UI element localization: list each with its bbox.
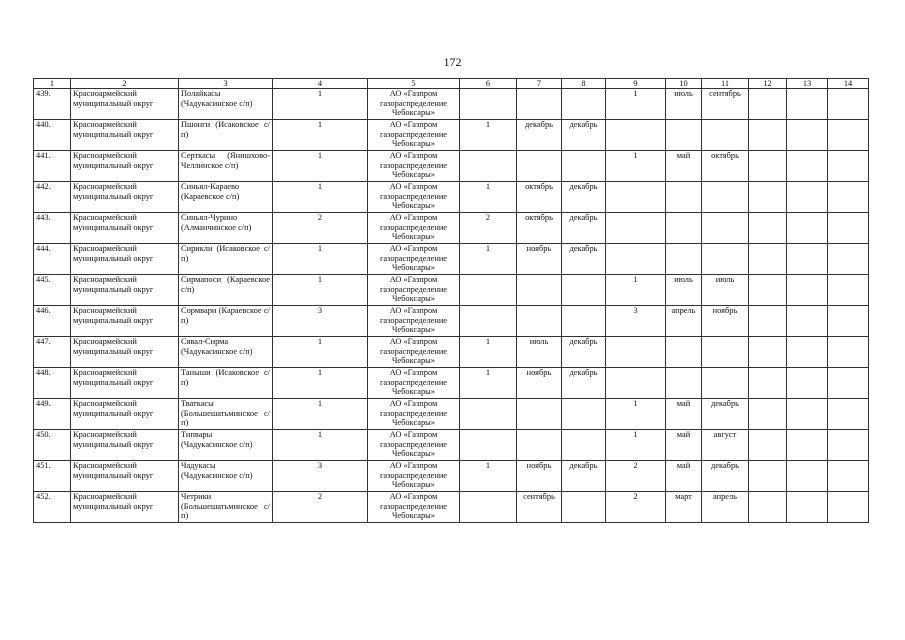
organization-cell: АО «Газпром газораспределение Чебоксары» xyxy=(368,182,460,213)
col10-cell xyxy=(666,213,702,244)
row-number: 441. xyxy=(34,151,71,182)
col9-cell: 2 xyxy=(606,492,666,523)
district-cell: Красноармейский муниципальный округ xyxy=(71,89,179,120)
row-number: 450. xyxy=(34,430,71,461)
col7-cell: ноябрь xyxy=(517,368,562,399)
col7-cell xyxy=(517,399,562,430)
col10-cell: март xyxy=(666,492,702,523)
col13-cell xyxy=(787,275,828,306)
table-row xyxy=(34,244,869,275)
col11-cell xyxy=(702,244,749,275)
organization-cell: АО «Газпром газораспределение Чебоксары» xyxy=(368,244,460,275)
col8-cell xyxy=(562,151,606,182)
row-number: 446. xyxy=(34,306,71,337)
table-row xyxy=(34,461,869,492)
col7-cell: ноябрь xyxy=(517,461,562,492)
table-row xyxy=(34,120,869,151)
col9-cell xyxy=(606,337,666,368)
col8-cell xyxy=(562,399,606,430)
col6-cell xyxy=(460,430,517,461)
table-row xyxy=(34,306,869,337)
col8-cell xyxy=(562,430,606,461)
col12-cell xyxy=(749,213,787,244)
col8-cell: декабрь xyxy=(562,461,606,492)
district-cell: Красноармейский муниципальный округ xyxy=(71,461,179,492)
col6-cell: 1 xyxy=(460,461,517,492)
col7-cell: октябрь xyxy=(517,182,562,213)
table-row xyxy=(34,89,869,120)
col13-cell xyxy=(787,182,828,213)
col10-cell: май xyxy=(666,399,702,430)
col9-cell: 1 xyxy=(606,275,666,306)
col10-cell: апрель xyxy=(666,306,702,337)
col10-cell xyxy=(666,337,702,368)
col8-cell xyxy=(562,89,606,120)
count-cell: 3 xyxy=(273,306,368,337)
col10-cell: июль xyxy=(666,275,702,306)
col9-cell xyxy=(606,244,666,275)
column-header-6: 6 xyxy=(460,79,517,89)
col9-cell: 1 xyxy=(606,399,666,430)
col14-cell xyxy=(828,182,869,213)
locality-cell: Сявал-Сирма (Чадукасинское с/п) xyxy=(179,337,273,368)
col13-cell xyxy=(787,151,828,182)
count-cell: 2 xyxy=(273,492,368,523)
table-body xyxy=(34,89,869,523)
col8-cell: декабрь xyxy=(562,337,606,368)
col6-cell xyxy=(460,151,517,182)
column-header-8: 8 xyxy=(562,79,606,89)
col13-cell xyxy=(787,368,828,399)
district-cell: Красноармейский муниципальный округ xyxy=(71,492,179,523)
col8-cell: декабрь xyxy=(562,182,606,213)
col6-cell xyxy=(460,399,517,430)
col11-cell: декабрь xyxy=(702,461,749,492)
col11-cell: ноябрь xyxy=(702,306,749,337)
col8-cell xyxy=(562,306,606,337)
table-row xyxy=(34,151,869,182)
col9-cell xyxy=(606,182,666,213)
district-cell: Красноармейский муниципальный округ xyxy=(71,213,179,244)
row-number: 448. xyxy=(34,368,71,399)
locality-cell: Сирикли (Исаковское с/п) xyxy=(179,244,273,275)
col6-cell: 1 xyxy=(460,120,517,151)
col12-cell xyxy=(749,492,787,523)
col9-cell: 1 xyxy=(606,151,666,182)
count-cell: 1 xyxy=(273,430,368,461)
locality-cell: Таныши (Исаковское с/п) xyxy=(179,368,273,399)
col14-cell xyxy=(828,244,869,275)
col14-cell xyxy=(828,492,869,523)
col11-cell: июль xyxy=(702,275,749,306)
col12-cell xyxy=(749,461,787,492)
table-row xyxy=(34,213,869,244)
col14-cell xyxy=(828,306,869,337)
district-cell: Красноармейский муниципальный округ xyxy=(71,244,179,275)
column-header-10: 10 xyxy=(666,79,702,89)
locality-cell: Сирмапоси (Караевское с/п) xyxy=(179,275,273,306)
column-header-9: 9 xyxy=(606,79,666,89)
col6-cell xyxy=(460,89,517,120)
organization-cell: АО «Газпром газораспределение Чебоксары» xyxy=(368,213,460,244)
locality-cell: Типвары (Чадукасинское с/п) xyxy=(179,430,273,461)
col9-cell: 1 xyxy=(606,89,666,120)
col12-cell xyxy=(749,120,787,151)
row-number: 442. xyxy=(34,182,71,213)
col9-cell: 2 xyxy=(606,461,666,492)
col12-cell xyxy=(749,399,787,430)
table-header-row xyxy=(34,79,869,89)
locality-cell: Полайкасы (Чадукасинское с/п) xyxy=(179,89,273,120)
page-number: 172 xyxy=(443,55,462,69)
table-row xyxy=(34,492,869,523)
col7-cell xyxy=(517,151,562,182)
col7-cell xyxy=(517,306,562,337)
col8-cell xyxy=(562,492,606,523)
table-row xyxy=(34,182,869,213)
row-number: 443. xyxy=(34,213,71,244)
col7-cell xyxy=(517,430,562,461)
district-cell: Красноармейский муниципальный округ xyxy=(71,399,179,430)
col13-cell xyxy=(787,213,828,244)
col14-cell xyxy=(828,337,869,368)
col10-cell: май xyxy=(666,430,702,461)
col11-cell: октябрь xyxy=(702,151,749,182)
col12-cell xyxy=(749,182,787,213)
col8-cell: декабрь xyxy=(562,368,606,399)
count-cell: 1 xyxy=(273,275,368,306)
col14-cell xyxy=(828,120,869,151)
locality-cell: Синьял-Караево (Караевское с/п) xyxy=(179,182,273,213)
col14-cell xyxy=(828,368,869,399)
col8-cell: декабрь xyxy=(562,120,606,151)
col11-cell xyxy=(702,182,749,213)
col10-cell xyxy=(666,244,702,275)
data-table xyxy=(33,78,869,523)
col7-cell xyxy=(517,275,562,306)
col10-cell xyxy=(666,120,702,151)
col11-cell xyxy=(702,368,749,399)
table-row xyxy=(34,368,869,399)
col12-cell xyxy=(749,89,787,120)
count-cell: 1 xyxy=(273,89,368,120)
col14-cell xyxy=(828,399,869,430)
count-cell: 1 xyxy=(273,399,368,430)
col13-cell xyxy=(787,492,828,523)
organization-cell: АО «Газпром газораспределение Чебоксары» xyxy=(368,430,460,461)
col13-cell xyxy=(787,430,828,461)
col11-cell xyxy=(702,213,749,244)
col10-cell xyxy=(666,368,702,399)
col13-cell xyxy=(787,120,828,151)
organization-cell: АО «Газпром газораспределение Чебоксары» xyxy=(368,492,460,523)
count-cell: 2 xyxy=(273,213,368,244)
district-cell: Красноармейский муниципальный округ xyxy=(71,182,179,213)
col9-cell xyxy=(606,213,666,244)
col9-cell: 1 xyxy=(606,430,666,461)
row-number: 445. xyxy=(34,275,71,306)
count-cell: 3 xyxy=(273,461,368,492)
col10-cell xyxy=(666,182,702,213)
table-row xyxy=(34,399,869,430)
col7-cell xyxy=(517,89,562,120)
locality-cell: Чадукасы (Чадукасинское с/п) xyxy=(179,461,273,492)
organization-cell: АО «Газпром газораспределение Чебоксары» xyxy=(368,306,460,337)
col10-cell: май xyxy=(666,151,702,182)
district-cell: Красноармейский муниципальный округ xyxy=(71,120,179,151)
district-cell: Красноармейский муниципальный округ xyxy=(71,275,179,306)
row-number: 449. xyxy=(34,399,71,430)
col14-cell xyxy=(828,275,869,306)
district-cell: Красноармейский муниципальный округ xyxy=(71,368,179,399)
col9-cell xyxy=(606,120,666,151)
col6-cell: 1 xyxy=(460,368,517,399)
table-row xyxy=(34,430,869,461)
organization-cell: АО «Газпром газораспределение Чебоксары» xyxy=(368,461,460,492)
col7-cell: декабрь xyxy=(517,120,562,151)
district-cell: Красноармейский муниципальный округ xyxy=(71,306,179,337)
column-header-13: 13 xyxy=(787,79,828,89)
col11-cell xyxy=(702,337,749,368)
row-number: 439. xyxy=(34,89,71,120)
col11-cell: апрель xyxy=(702,492,749,523)
col11-cell: август xyxy=(702,430,749,461)
organization-cell: АО «Газпром газораспределение Чебоксары» xyxy=(368,337,460,368)
locality-cell: Пшонги (Исаковское с/п) xyxy=(179,120,273,151)
col9-cell xyxy=(606,368,666,399)
table-row xyxy=(34,337,869,368)
column-header-1: 1 xyxy=(34,79,71,89)
col12-cell xyxy=(749,275,787,306)
col13-cell xyxy=(787,306,828,337)
col14-cell xyxy=(828,151,869,182)
col13-cell xyxy=(787,461,828,492)
col8-cell: декабрь xyxy=(562,213,606,244)
col14-cell xyxy=(828,461,869,492)
col7-cell: октябрь xyxy=(517,213,562,244)
col10-cell: май xyxy=(666,461,702,492)
count-cell: 1 xyxy=(273,151,368,182)
district-cell: Красноармейский муниципальный округ xyxy=(71,430,179,461)
col6-cell: 1 xyxy=(460,337,517,368)
locality-cell: Четрики (Большешатьминское с/п) xyxy=(179,492,273,523)
col6-cell xyxy=(460,306,517,337)
col12-cell xyxy=(749,430,787,461)
col9-cell: 3 xyxy=(606,306,666,337)
organization-cell: АО «Газпром газораспределение Чебоксары» xyxy=(368,151,460,182)
column-header-2: 2 xyxy=(71,79,179,89)
col13-cell xyxy=(787,399,828,430)
col11-cell xyxy=(702,120,749,151)
column-header-14: 14 xyxy=(828,79,869,89)
col14-cell xyxy=(828,89,869,120)
column-header-12: 12 xyxy=(749,79,787,89)
count-cell: 1 xyxy=(273,182,368,213)
col6-cell xyxy=(460,275,517,306)
col6-cell: 1 xyxy=(460,182,517,213)
count-cell: 1 xyxy=(273,120,368,151)
column-header-7: 7 xyxy=(517,79,562,89)
table-row xyxy=(34,275,869,306)
count-cell: 1 xyxy=(273,244,368,275)
count-cell: 1 xyxy=(273,337,368,368)
row-number: 444. xyxy=(34,244,71,275)
locality-cell: Серткасы (Янишхово-Челлинское с/п) xyxy=(179,151,273,182)
count-cell: 1 xyxy=(273,368,368,399)
locality-cell: Сормвари (Караевское с/п) xyxy=(179,306,273,337)
col8-cell: декабрь xyxy=(562,244,606,275)
col6-cell: 2 xyxy=(460,213,517,244)
locality-cell: Тваткасы (Большешатьминское с/п) xyxy=(179,399,273,430)
row-number: 452. xyxy=(34,492,71,523)
row-number: 447. xyxy=(34,337,71,368)
col13-cell xyxy=(787,337,828,368)
col12-cell xyxy=(749,368,787,399)
organization-cell: АО «Газпром газораспределение Чебоксары» xyxy=(368,368,460,399)
row-number: 451. xyxy=(34,461,71,492)
row-number: 440. xyxy=(34,120,71,151)
col6-cell: 1 xyxy=(460,244,517,275)
locality-cell: Синьял-Чурино (Алманчинское с/п) xyxy=(179,213,273,244)
column-header-3: 3 xyxy=(179,79,273,89)
column-header-11: 11 xyxy=(702,79,749,89)
district-cell: Красноармейский муниципальный округ xyxy=(71,151,179,182)
col7-cell: ноябрь xyxy=(517,244,562,275)
col13-cell xyxy=(787,89,828,120)
col14-cell xyxy=(828,213,869,244)
col12-cell xyxy=(749,337,787,368)
col8-cell xyxy=(562,275,606,306)
col12-cell xyxy=(749,151,787,182)
col11-cell: декабрь xyxy=(702,399,749,430)
organization-cell: АО «Газпром газораспределение Чебоксары» xyxy=(368,399,460,430)
col13-cell xyxy=(787,244,828,275)
column-header-5: 5 xyxy=(368,79,460,89)
col7-cell: июль xyxy=(517,337,562,368)
col10-cell: июль xyxy=(666,89,702,120)
col12-cell xyxy=(749,244,787,275)
organization-cell: АО «Газпром газораспределение Чебоксары» xyxy=(368,120,460,151)
district-cell: Красноармейский муниципальный округ xyxy=(71,337,179,368)
column-header-4: 4 xyxy=(273,79,368,89)
col11-cell: сентябрь xyxy=(702,89,749,120)
col6-cell xyxy=(460,492,517,523)
organization-cell: АО «Газпром газораспределение Чебоксары» xyxy=(368,89,460,120)
col14-cell xyxy=(828,430,869,461)
col7-cell: сентябрь xyxy=(517,492,562,523)
col12-cell xyxy=(749,306,787,337)
organization-cell: АО «Газпром газораспределение Чебоксары» xyxy=(368,275,460,306)
